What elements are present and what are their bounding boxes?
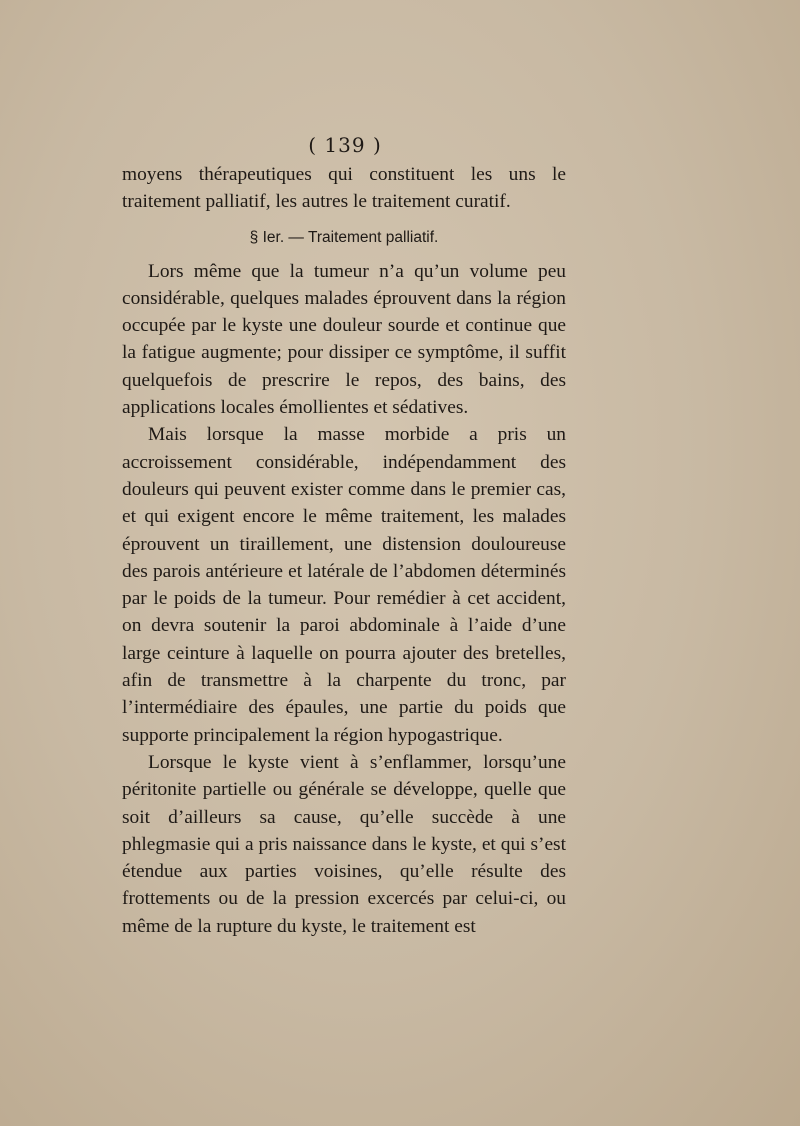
section-heading: § Ier. — Traitement palliatif.	[249, 228, 439, 246]
paragraph: Lorsque le kyste vient à s’enflammer, lorsqu’une péritonite partielle ou générale se développe, quelle que soit d’ailleurs sa cause, qu’elle succède à une phlegmasie qui a pris naissance dans le kyste, et qui s’est étendue aux parties voisines, qu’elle résulte des frottements ou de la pression excercés par celui-ci, ou même de la rupture du kyste, le traitement est	[122, 751, 566, 937]
page-number: ( 139 )	[308, 133, 382, 157]
body-text	[122, 161, 566, 940]
intro-paragraph: moyens thérapeutiques qui constituent les uns le traitement palliatif, les autres le traitement curatif.	[122, 164, 566, 213]
paragraph: Mais lorsque la masse morbide a pris un accroissement considérable, indépendamment des douleurs qui peuvent exister comme dans le premier cas, et qui exigent encore le même traitement, les malades éprouvent un tiraillement, une distension douloureuse des parois antérieure et latérale de l’abdomen déterminés par le poids de la tumeur. Pour remédier à cet accident, on devra soutenir la paroi abdominale à l’aide d’une large ceinture à laquelle on pourra ajouter des bretelles, afin de transmettre à la charpente du tronc, par l’intermédiaire des épaules, une partie du poids que supporte principalement la région hypogastrique.	[122, 424, 566, 746]
paragraph: Lors même que la tumeur n’a qu’un volume peu considérable, quelques malades éprouvent dans la région occupée par le kyste une douleur sourde et continue que la fatigue augmente; pour dissiper ce symptôme, il suffit quelquefois de prescrire le repos, des bains, des applications locales émollientes et sédatives.	[122, 260, 566, 419]
